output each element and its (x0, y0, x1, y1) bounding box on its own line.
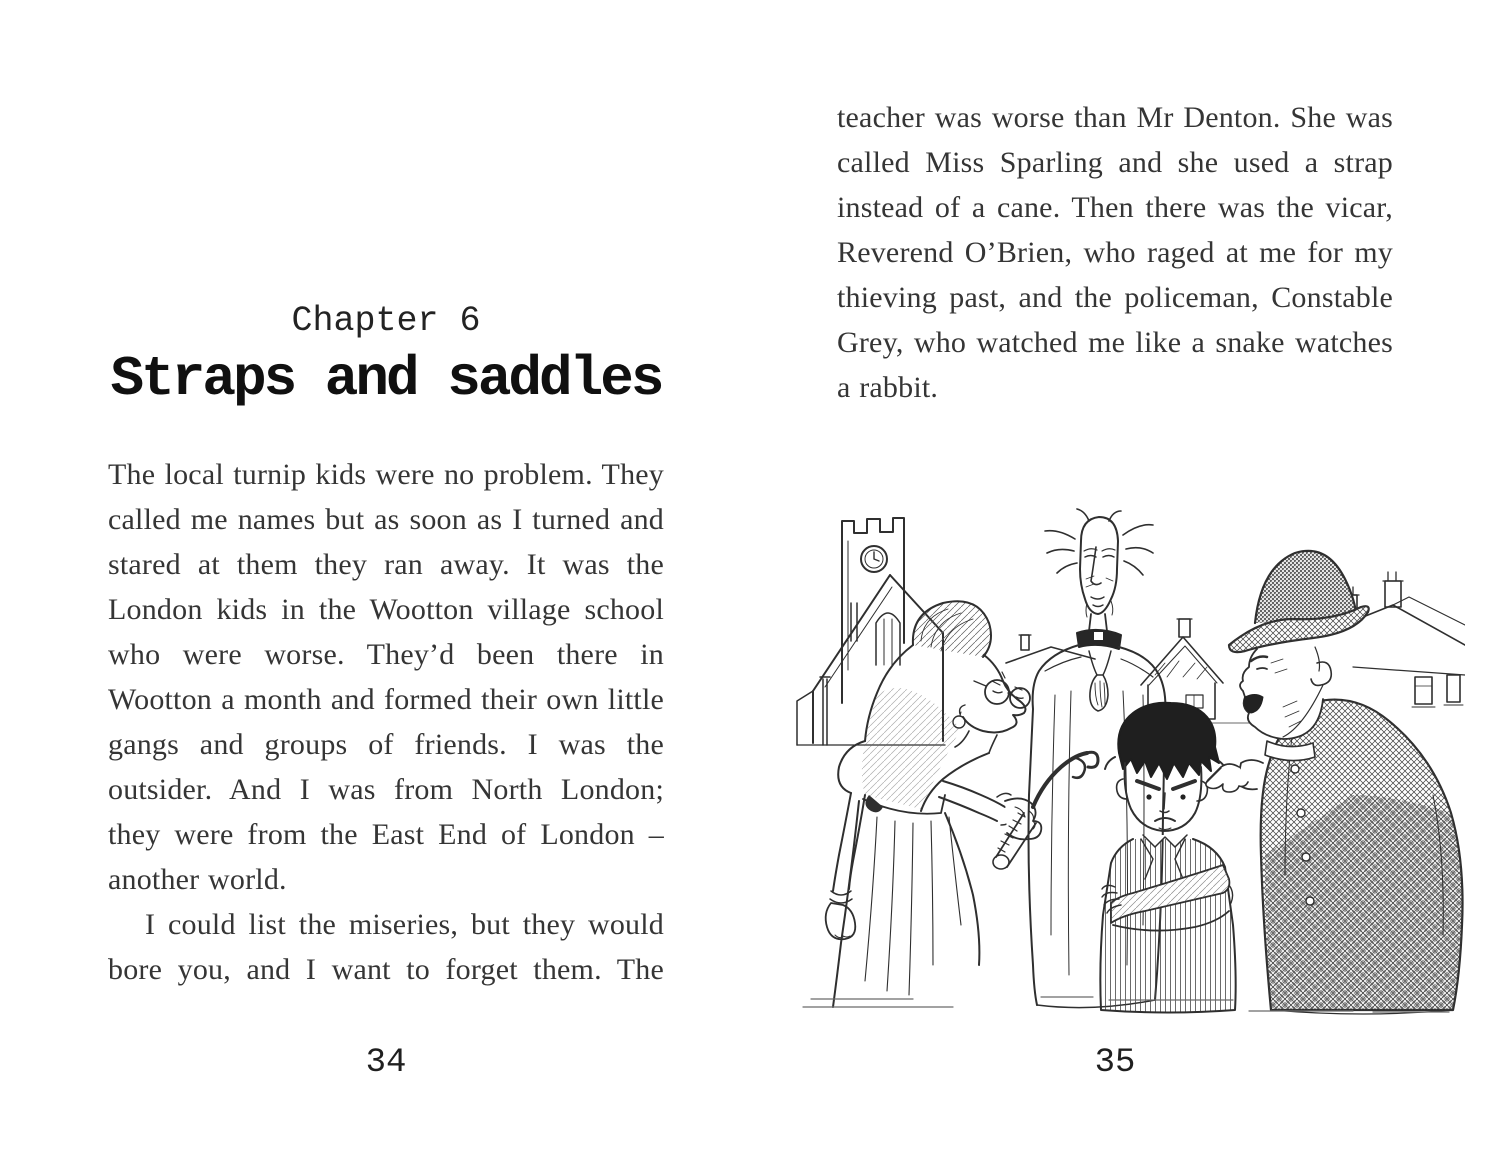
village-cottages (1006, 619, 1261, 723)
right-page (837, 0, 1393, 1152)
left-page-paragraph-2: I could list the miseries, but they would bore you, and I want to forget them. The (108, 908, 664, 986)
illustration (793, 495, 1465, 1015)
illustration-svg (793, 495, 1465, 1015)
teacher-figure (826, 601, 1098, 1007)
chapter-label: Chapter 6 (291, 301, 481, 341)
right-page-paragraph-1: teacher was worse than Mr Denton. She was called Miss Sparling and she used a strap instead of a cane. Then there was the vicar, Reverend O’Brien, who raged at me for my thieving past, and the policeman, Constable Grey, who watched me like a snake watches a rabbit. (837, 101, 1393, 404)
chapter-heading (108, 300, 664, 410)
chapter-title: Straps and saddles (110, 347, 662, 411)
background-houses (1338, 572, 1465, 707)
left-page-text (108, 452, 664, 992)
left-page-paragraph-1: The local turnip kids were no problem. They called me names but as soon as I turned and stared at them they ran away. It was the London kids in the Wootton village school who were worse. They’d been there in Wootton a month and formed their own little gangs and groups of friends. I was the outsider. And I was from North London; they were from the East End of London – another world. (108, 458, 664, 896)
boy-figure (1100, 703, 1235, 1013)
left-page-number: 34 (365, 1044, 407, 1082)
policeman-figure (1206, 551, 1463, 1014)
right-page-text (837, 95, 1393, 410)
right-page-number: 35 (1094, 1044, 1136, 1082)
left-page (108, 0, 664, 1152)
